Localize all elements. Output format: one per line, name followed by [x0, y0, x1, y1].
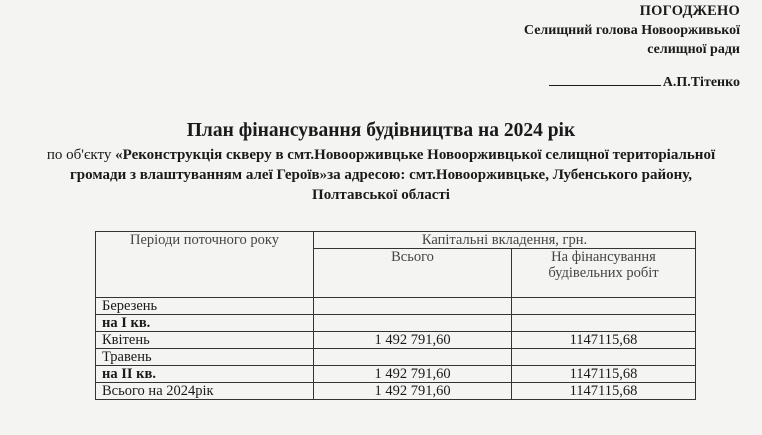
subtitle-prefix: по об'єкту	[46, 147, 116, 163]
document-title: План фінансування будівництва на 2024 рік	[186, 120, 576, 141]
document-subtitle	[0, 145, 762, 205]
table-row	[96, 383, 696, 400]
row-label: Всього на 2024рік	[96, 383, 314, 400]
header-capital: Капітальні вкладення, грн.	[314, 232, 696, 249]
signature-line	[524, 73, 740, 92]
row-label: Травень	[96, 349, 314, 366]
header-construction: На фінансування будівельних робіт	[512, 249, 696, 298]
approval-line-1: Селищний голова Новоорживької	[523, 23, 740, 38]
row-construction	[512, 349, 696, 366]
approval-line-2: селищної ради	[647, 42, 740, 57]
table-row	[96, 349, 696, 366]
row-total	[314, 349, 512, 366]
table-row	[96, 332, 696, 349]
row-total: 1 492 791,60	[314, 383, 512, 400]
document-heading	[0, 119, 762, 205]
row-label: на І кв.	[96, 315, 314, 332]
row-label: на ІІ кв.	[96, 366, 314, 383]
row-construction: 1147115,68	[512, 366, 696, 383]
header-periods: Періоди поточного року	[96, 232, 314, 298]
table-header-row	[96, 232, 696, 249]
row-total: 1 492 791,60	[314, 366, 512, 383]
row-label: Квітень	[96, 332, 314, 349]
signature-name: А.П.Тітенко	[662, 75, 740, 90]
row-total	[314, 315, 512, 332]
row-label: Березень	[96, 298, 314, 315]
approval-block	[524, 2, 740, 92]
approval-title: ПОГОДЖЕНО	[639, 3, 740, 19]
row-total	[314, 298, 512, 315]
signature-underline	[549, 84, 661, 86]
table-row	[96, 315, 696, 332]
row-construction: 1147115,68	[512, 383, 696, 400]
subtitle-object: «Реконструкція скверу в смт.Новоорживцьке Новоорживцької селищної територіальної громади з влаштуванням алеї Героїв»за адресою: смт.Новоорживцьке, Лубенського району, Полтавської області	[70, 147, 716, 203]
row-construction: 1147115,68	[512, 332, 696, 349]
financing-table	[95, 231, 696, 400]
row-construction	[512, 315, 696, 332]
table-row	[96, 366, 696, 383]
row-total: 1 492 791,60	[314, 332, 512, 349]
row-construction	[512, 298, 696, 315]
table-row	[96, 298, 696, 315]
header-total: Всього	[314, 249, 512, 298]
